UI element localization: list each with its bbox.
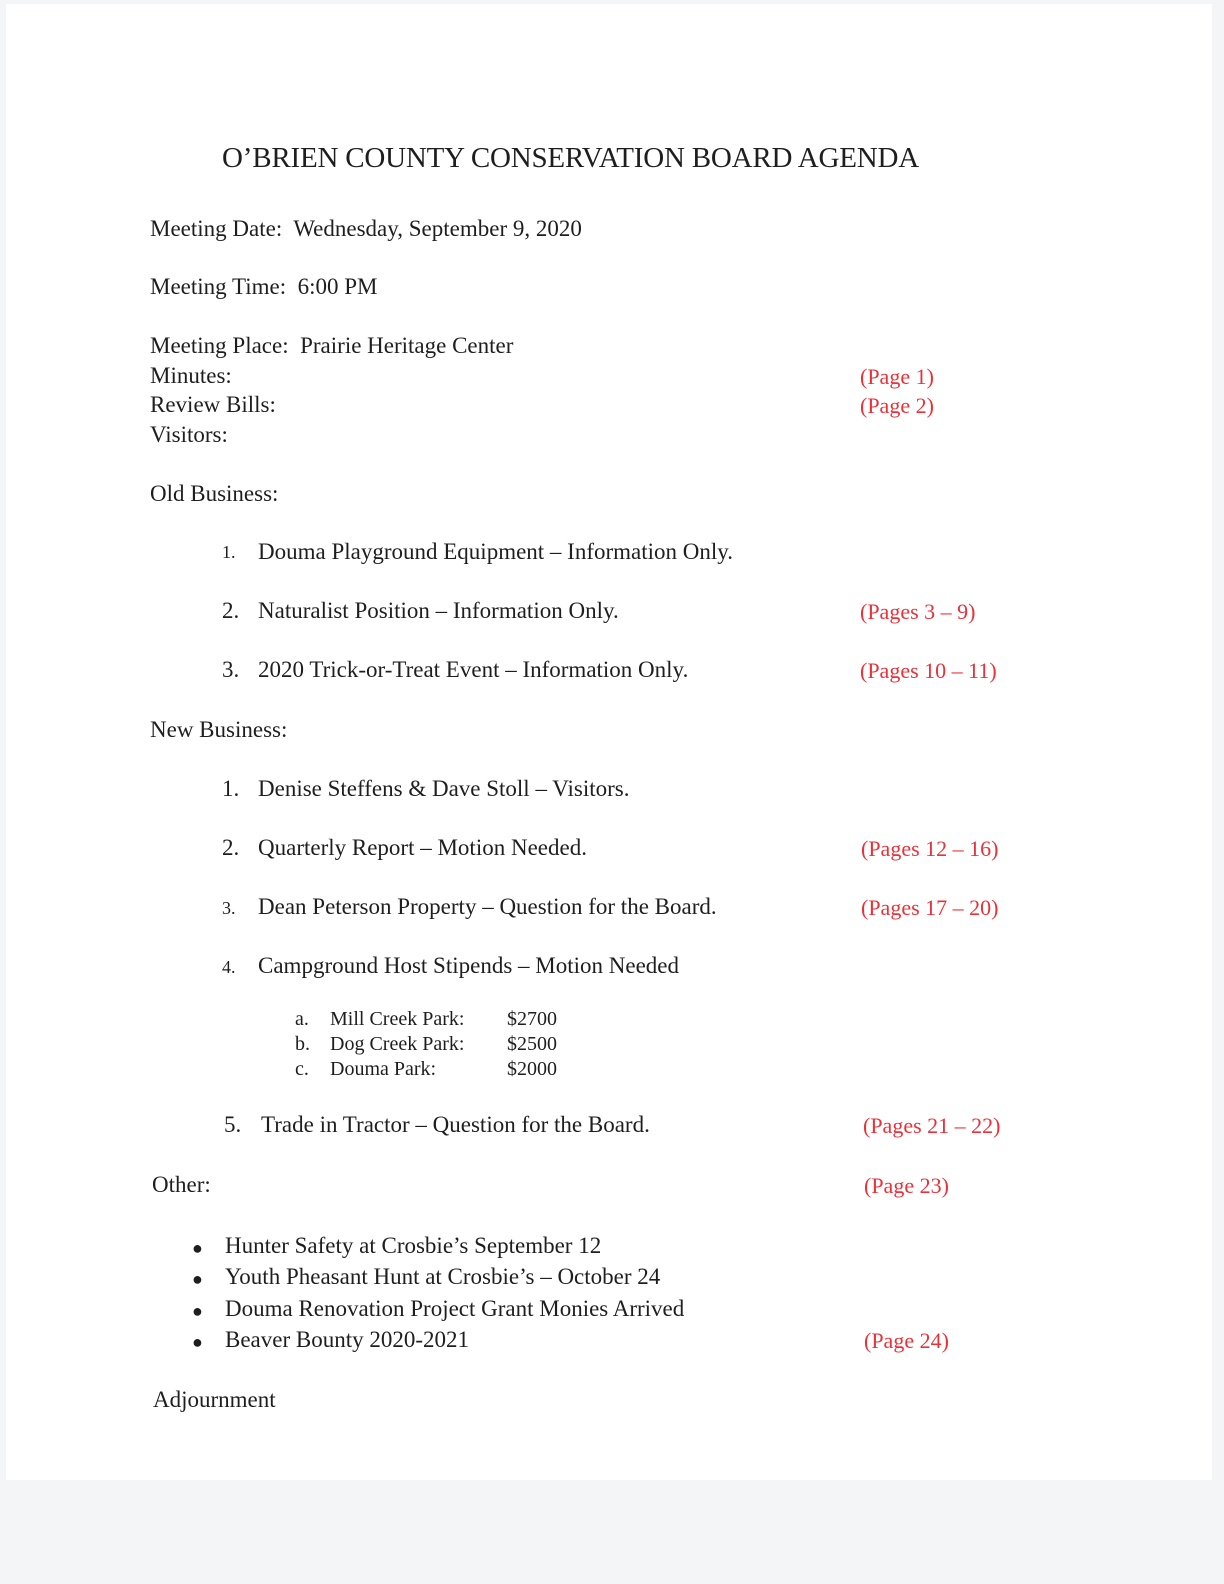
new-item-1-text: Denise Steffens & Dave Stoll – Visitors. bbox=[258, 776, 630, 801]
stipend-a-amount: $2700 bbox=[507, 1008, 557, 1030]
review-bills-label: Review Bills: bbox=[150, 392, 276, 417]
stipend-c-letter: c. bbox=[295, 1058, 309, 1080]
new-item-5-text: Trade in Tractor – Question for the Board. bbox=[261, 1112, 650, 1137]
bullet-icon: ● bbox=[192, 1332, 203, 1352]
new-item-5-number: 5. bbox=[224, 1112, 242, 1137]
meeting-time-value: 6:00 PM bbox=[297, 274, 378, 299]
page-title: O’BRIEN COUNTY CONSERVATION BOARD AGENDA bbox=[222, 142, 919, 174]
meeting-place-label: Meeting Place: bbox=[150, 333, 289, 358]
meeting-time bbox=[150, 274, 378, 300]
other-item-4: Beaver Bounty 2020-2021 bbox=[225, 1327, 470, 1352]
old-item-3-text: 2020 Trick-or-Treat Event – Information Only. bbox=[258, 657, 689, 682]
meeting-date-value: Wednesday, September 9, 2020 bbox=[293, 216, 582, 241]
stipend-c-amount: $2000 bbox=[507, 1058, 557, 1080]
bullet-icon: ● bbox=[192, 1238, 203, 1258]
stipend-b-park: Dog Creek Park: bbox=[330, 1033, 465, 1055]
other-item-4-ref: (Page 24) bbox=[864, 1328, 949, 1353]
review-bills-ref: (Page 2) bbox=[860, 393, 934, 418]
new-item-3-text: Dean Peterson Property – Question for the Board. bbox=[258, 894, 717, 919]
old-item-3-ref: (Pages 10 – 11) bbox=[860, 658, 997, 683]
new-item-4-text: Campground Host Stipends – Motion Needed bbox=[258, 953, 679, 978]
new-item-2-ref: (Pages 12 – 16) bbox=[861, 836, 999, 861]
old-business-heading: Old Business: bbox=[150, 481, 279, 506]
new-item-4-number: 4. bbox=[222, 957, 236, 977]
new-item-5-ref: (Pages 21 – 22) bbox=[863, 1113, 1001, 1138]
new-item-3-number: 3. bbox=[222, 898, 236, 918]
new-item-3-ref: (Pages 17 – 20) bbox=[861, 895, 999, 920]
meeting-place bbox=[150, 333, 513, 359]
old-item-2-text: Naturalist Position – Information Only. bbox=[258, 598, 619, 623]
meeting-date-label: Meeting Date: bbox=[150, 216, 283, 241]
bullet-icon: ● bbox=[192, 1269, 203, 1289]
minutes-label: Minutes: bbox=[150, 363, 232, 388]
stipend-a-letter: a. bbox=[295, 1008, 309, 1030]
visitors-label: Visitors: bbox=[150, 422, 228, 447]
old-item-2-number: 2. bbox=[222, 598, 240, 623]
stipend-b-amount: $2500 bbox=[507, 1033, 557, 1055]
bullet-icon: ● bbox=[192, 1301, 203, 1321]
minutes-ref: (Page 1) bbox=[860, 364, 934, 389]
old-item-1-number: 1. bbox=[222, 542, 236, 562]
other-item-2: Youth Pheasant Hunt at Crosbie’s – October 24 bbox=[225, 1264, 661, 1289]
new-item-2-text: Quarterly Report – Motion Needed. bbox=[258, 835, 587, 860]
other-ref: (Page 23) bbox=[864, 1173, 949, 1198]
meeting-time-label: Meeting Time: bbox=[150, 274, 287, 299]
meeting-place-value: Prairie Heritage Center bbox=[300, 333, 514, 358]
other-item-3: Douma Renovation Project Grant Monies Arrived bbox=[225, 1296, 685, 1321]
old-item-3-number: 3. bbox=[222, 657, 240, 682]
stipend-a-park: Mill Creek Park: bbox=[330, 1008, 465, 1030]
meeting-date bbox=[150, 216, 582, 242]
new-item-2-number: 2. bbox=[222, 835, 240, 860]
adjournment: Adjournment bbox=[153, 1387, 276, 1412]
stipend-c-park: Douma Park: bbox=[330, 1058, 437, 1080]
new-item-1-number: 1. bbox=[222, 776, 240, 801]
old-item-1-text: Douma Playground Equipment – Information Only. bbox=[258, 539, 734, 564]
new-business-heading: New Business: bbox=[150, 717, 288, 742]
stipend-b-letter: b. bbox=[295, 1033, 310, 1055]
other-heading: Other: bbox=[152, 1172, 211, 1197]
old-item-2-ref: (Pages 3 – 9) bbox=[860, 599, 976, 624]
other-item-1: Hunter Safety at Crosbie’s September 12 bbox=[225, 1233, 602, 1258]
